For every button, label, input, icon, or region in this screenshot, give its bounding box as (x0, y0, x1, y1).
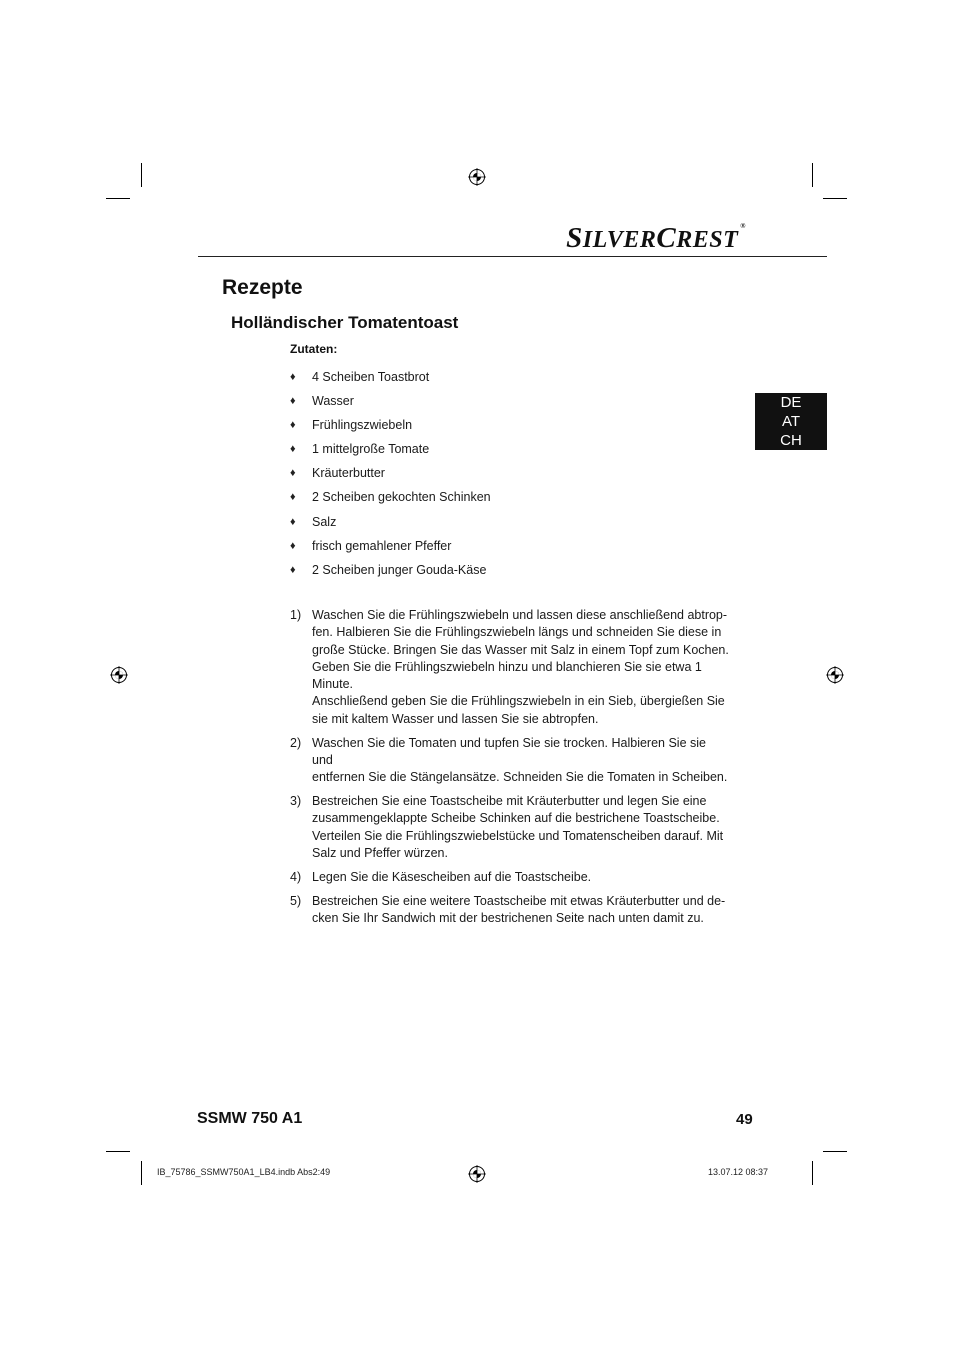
language-tab (755, 393, 827, 450)
logo-letter: S (566, 222, 583, 254)
diamond-bullet-icon: ♦ (290, 443, 296, 456)
language-code: AT (781, 413, 801, 430)
step-line: Bestreichen Sie eine Toastscheibe mit Kräuterbutter und legen Sie eine (312, 794, 707, 809)
step-line: zusammengeklappte Scheibe Schinken auf die bestrichene Toastscheibe. (312, 811, 720, 826)
recipe-title: Holländischer Tomatentoast (231, 313, 459, 332)
step-item (290, 793, 730, 862)
step-line: Salz und Pfeffer würzen. (312, 846, 448, 861)
registration-mark-icon (110, 666, 128, 684)
ingredient-item (290, 513, 491, 537)
diamond-bullet-icon: ♦ (290, 395, 296, 408)
diamond-bullet-icon: ♦ (290, 563, 296, 576)
model-number: SSMW 750 A1 (197, 1110, 303, 1127)
page-number: 49 (736, 1111, 753, 1128)
ingredient-item (290, 368, 491, 392)
step-text (312, 735, 730, 787)
ingredient-item (290, 392, 491, 416)
step-line: Waschen Sie die Frühlingszwiebeln und lassen diese anschließend abtrop- (312, 608, 728, 622)
ingredient-text: Kräuterbutter (312, 466, 385, 481)
step-line: Minute. (312, 677, 353, 692)
ingredient-text: Frühlingszwiebeln (312, 418, 413, 433)
registration-mark-icon (468, 1165, 486, 1183)
ingredient-text: Wasser (312, 394, 354, 409)
page-title: Rezepte (222, 276, 303, 299)
crop-mark-top-left-v (141, 163, 142, 187)
ingredient-item (290, 440, 491, 464)
language-code: CH (780, 432, 802, 449)
crop-mark-bottom-left-v (141, 1161, 142, 1185)
step-item (290, 869, 730, 886)
crop-mark-bottom-left-h (106, 1151, 130, 1152)
ingredient-item (290, 561, 491, 585)
diamond-bullet-icon: ♦ (290, 419, 296, 432)
header-rule (198, 256, 827, 257)
diamond-bullet-icon: ♦ (290, 539, 296, 552)
registration-mark-icon (468, 168, 486, 186)
step-item (290, 607, 730, 728)
ingredient-text: 2 Scheiben junger Gouda-Käse (312, 562, 487, 577)
step-line: fen. Halbieren Sie die Frühlingszwiebeln längs und schneiden Sie diese in (312, 625, 722, 640)
ingredient-text: 1 mittelgroße Tomate (312, 442, 430, 457)
ingredient-item (290, 488, 491, 512)
ingredient-item (290, 416, 491, 440)
step-line: sie mit kaltem Wasser und lassen Sie sie abtropfen. (312, 711, 599, 726)
step-number: 5) (290, 893, 302, 908)
diamond-bullet-icon: ♦ (290, 467, 296, 480)
crop-mark-top-left-h (106, 198, 130, 199)
diamond-bullet-icon: ♦ (290, 491, 296, 504)
logo-text: ILVER (582, 227, 657, 253)
slug-file-info: IB_75786_SSMW750A1_LB4.indb Abs2:49 (157, 1167, 331, 1177)
step-number: 4) (290, 869, 302, 884)
logo-letter: C (656, 222, 677, 254)
crop-mark-bottom-right-h (823, 1151, 847, 1152)
step-line: große Stücke. Bringen Sie das Wasser mit Salz in einem Topf zum Kochen. (312, 642, 729, 657)
ingredient-text: frisch gemahlener Pfeffer (312, 538, 452, 553)
step-item (290, 735, 730, 787)
step-line: cken Sie Ihr Sandwich mit der bestrichenen Seite nach unten damit zu. (312, 911, 704, 926)
ingredients-list (290, 368, 491, 585)
step-text (312, 607, 730, 728)
crop-mark-top-right-v (812, 163, 813, 187)
registration-mark-icon (826, 666, 844, 684)
step-text (312, 893, 730, 928)
step-line: Legen Sie die Käsescheiben auf die Toastscheibe. (312, 869, 592, 884)
ingredient-item (290, 537, 491, 561)
step-number: 1) (290, 608, 302, 622)
language-code: DE (780, 394, 802, 411)
logo-text: REST (676, 227, 739, 253)
brand-logo (566, 222, 746, 255)
step-line: Verteilen Sie die Frühlingszwiebelstücke und Tomatenscheiben darauf. Mit (312, 828, 724, 843)
slug-datetime: 13.07.12 08:37 (708, 1167, 769, 1177)
diamond-bullet-icon: ♦ (290, 371, 296, 383)
step-line: Anschließend geben Sie die Frühlingszwiebeln in ein Sieb, übergießen Sie (312, 694, 725, 709)
step-item (290, 893, 730, 928)
ingredient-text: 4 Scheiben Toastbrot (312, 370, 430, 384)
registered-mark: ® (740, 222, 746, 230)
step-number: 2) (290, 735, 302, 750)
ingredient-text: Salz (312, 514, 337, 529)
ingredient-item (290, 464, 491, 488)
ingredients-label: Zutaten: (290, 342, 338, 356)
step-number: 3) (290, 794, 302, 809)
ingredient-text: 2 Scheiben gekochten Schinken (312, 490, 491, 505)
step-line: Geben Sie die Frühlingszwiebeln hinzu und blanchieren Sie sie etwa 1 (312, 659, 702, 674)
step-line: Waschen Sie die Tomaten und tupfen Sie sie trocken. Halbieren Sie sie und (312, 735, 706, 767)
step-line: Bestreichen Sie eine weitere Toastscheibe mit etwas Kräuterbutter und de- (312, 893, 726, 908)
step-text (312, 869, 730, 886)
steps-list (290, 607, 730, 934)
crop-mark-top-right-h (823, 198, 847, 199)
step-text (312, 793, 730, 862)
crop-mark-bottom-right-v (812, 1161, 813, 1185)
diamond-bullet-icon: ♦ (290, 515, 296, 528)
step-line: entfernen Sie die Stängelansätze. Schneiden Sie die Tomaten in Scheiben. (312, 770, 728, 785)
